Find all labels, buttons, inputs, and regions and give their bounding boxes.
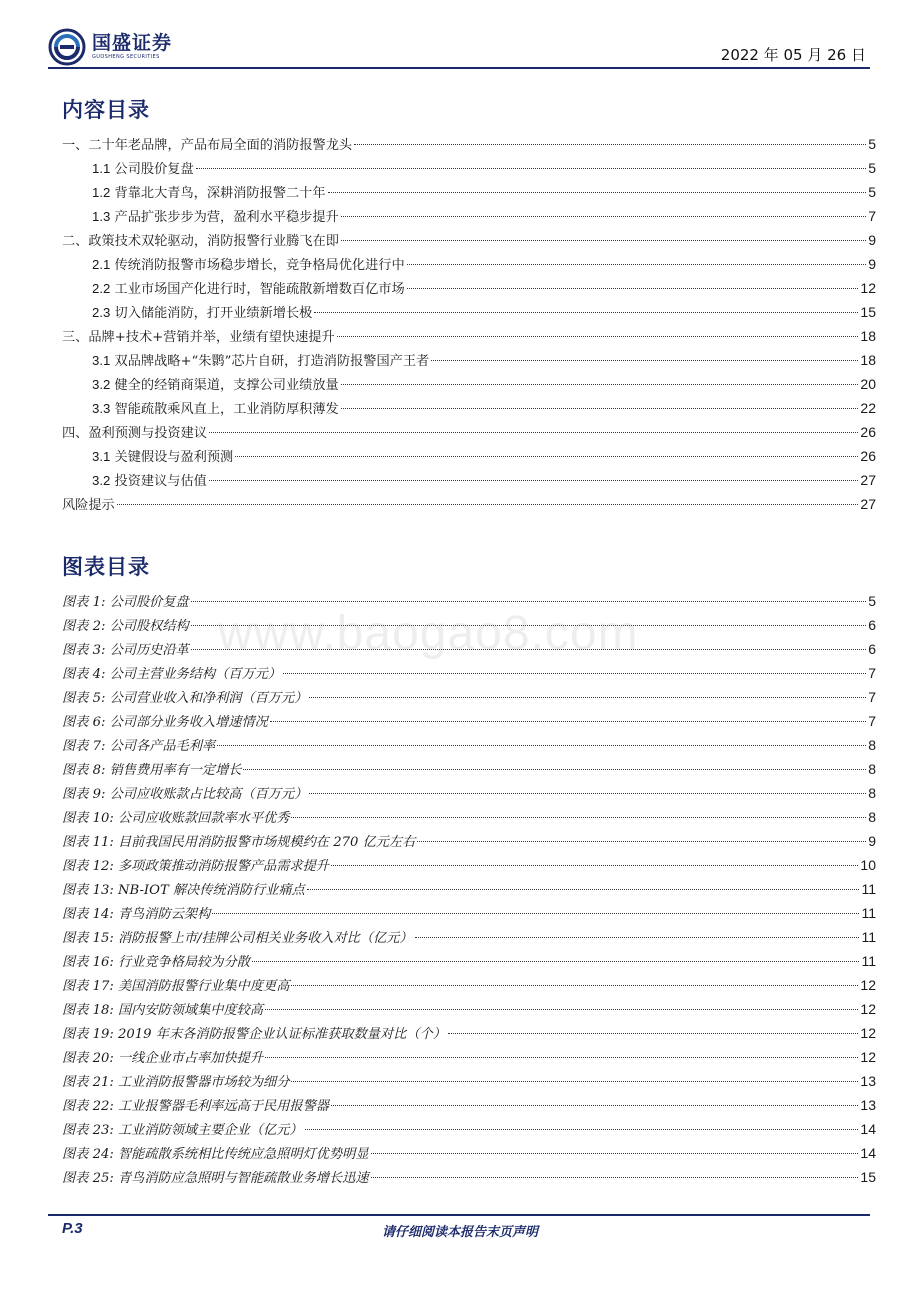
- contents-entry-text: 双品牌战略+“朱鹮”芯片自研，打造消防报警国产王者: [114, 354, 430, 369]
- figure-entry-label: 图表 15:: [62, 931, 114, 946]
- contents-entry[interactable]: [62, 180, 876, 204]
- figure-entry[interactable]: [62, 781, 876, 805]
- contents-entry-title: [92, 349, 429, 374]
- watermark: www.baogao8.com: [218, 607, 639, 660]
- contents-entry-title: [92, 301, 312, 326]
- figure-entry[interactable]: [62, 997, 876, 1021]
- figure-entry-label: 图表 10:: [62, 811, 114, 826]
- contents-entry-text: 四、盈利预测与投资建议: [62, 426, 208, 441]
- contents-entry-text: 一、二十年老品牌，产品布局全面的消防报警龙头: [62, 138, 353, 153]
- contents-title: 内容目录: [62, 97, 150, 122]
- figure-entry-text: 公司各产品毛利率: [109, 739, 216, 754]
- leader-dots: [407, 288, 859, 289]
- figure-entry[interactable]: [62, 877, 876, 901]
- leader-dots: [354, 144, 866, 145]
- figure-entry-page: 11: [861, 881, 876, 897]
- contents-entry-text: 传统消防报警市场稳步增长，竞争格局优化进行中: [114, 258, 405, 273]
- figure-entry-title: [62, 1143, 369, 1167]
- contents-entry-number: 2.3: [92, 305, 111, 320]
- contents-entry[interactable]: [62, 324, 876, 348]
- contents-entry-title: [62, 494, 115, 518]
- figure-entry[interactable]: [62, 661, 876, 685]
- contents-entry-text: 健全的经销商渠道，支撑公司业绩放量: [114, 378, 339, 393]
- header-divider: [48, 67, 870, 69]
- figure-entry-text: NB-IOT 解决传统消防行业痛点: [118, 883, 305, 898]
- figure-entry-title: [62, 759, 241, 783]
- contents-entry[interactable]: [62, 396, 876, 420]
- figure-entry-text: 多项政策推动消防报警产品需求提升: [118, 859, 329, 874]
- figure-entry-page: 11: [861, 905, 876, 921]
- figure-entry[interactable]: [62, 1021, 876, 1045]
- page-number: P.3: [62, 1220, 83, 1237]
- figure-entry-page: 11: [861, 953, 876, 969]
- contents-entry-number: 1.3: [92, 209, 111, 224]
- figure-entry-title: [62, 711, 268, 735]
- leader-dots: [337, 336, 859, 337]
- figure-entry-text: 公司营业收入和净利润（百万元）: [109, 691, 308, 706]
- leader-dots: [341, 384, 859, 385]
- figure-entry-text: 2019 年末各消防报警企业认证标准获取数量对比（个）: [118, 1027, 446, 1042]
- leader-dots: [212, 913, 859, 914]
- figure-entry-page: 15: [860, 1169, 876, 1185]
- contents-entry[interactable]: [62, 372, 876, 396]
- contents-entry-title: [92, 181, 326, 206]
- contents-entry-title: [92, 373, 339, 398]
- figure-entry-label: 图表 6:: [62, 715, 106, 730]
- figure-entry-text: 智能疏散系统相比传统应急照明灯优势明显: [118, 1147, 369, 1162]
- contents-entry-title: [92, 445, 233, 470]
- leader-dots: [309, 793, 866, 794]
- figure-entry-label: 图表 16:: [62, 955, 114, 970]
- leader-dots: [243, 769, 866, 770]
- figure-entry-label: 图表 20:: [62, 1051, 114, 1066]
- contents-entry-page: 9: [868, 256, 876, 272]
- contents-entry-number: 3.2: [92, 473, 111, 488]
- figure-entry[interactable]: [62, 613, 876, 637]
- figure-entry-text: 工业消防领域主要企业（亿元）: [118, 1123, 303, 1138]
- contents-entry-number: 2.2: [92, 281, 111, 296]
- contents-entry-page: 18: [860, 352, 876, 368]
- figure-entry-title: [62, 783, 307, 807]
- figure-entry-title: [62, 687, 307, 711]
- figure-entry-text: 青鸟消防云架构: [118, 907, 211, 922]
- figure-entry-page: 13: [860, 1097, 876, 1113]
- figure-entry-page: 10: [860, 857, 876, 873]
- figure-entry[interactable]: [62, 733, 876, 757]
- figure-entry[interactable]: [62, 829, 876, 853]
- leader-dots: [265, 1009, 858, 1010]
- leader-dots: [431, 360, 858, 361]
- contents-entry[interactable]: [62, 444, 876, 468]
- figure-entry-label: 图表 24:: [62, 1147, 114, 1162]
- figure-entry-text: 青鸟消防应急照明与智能疏散业务增长迅速: [118, 1171, 369, 1186]
- figure-entry-label: 图表 7:: [62, 739, 106, 754]
- leader-dots: [265, 1057, 858, 1058]
- leader-dots: [448, 1033, 859, 1034]
- figure-entry-label: 图表 2:: [62, 619, 106, 634]
- contents-entry[interactable]: [62, 300, 876, 324]
- leader-dots: [252, 961, 860, 962]
- contents-entry-page: 20: [860, 376, 876, 392]
- figure-entry-title: [62, 1095, 329, 1119]
- contents-entry-text: 智能疏散乘风直上，工业消防厚积薄发: [114, 402, 339, 417]
- leader-dots: [314, 312, 858, 313]
- contents-entry-title: [92, 205, 339, 230]
- figure-entry-text: 公司股权结构: [109, 619, 189, 634]
- figure-entry-page: 6: [868, 617, 876, 633]
- figure-entry-title: [62, 1167, 369, 1191]
- figure-entry-title: [62, 951, 250, 975]
- figure-entry-title: [62, 927, 413, 951]
- leader-dots: [291, 985, 858, 986]
- figure-entry-title: [62, 903, 210, 927]
- leader-dots: [371, 1153, 859, 1154]
- figure-entry-label: 图表 25:: [62, 1171, 114, 1186]
- logo-name-en: GUOSHENG SECURITIES: [92, 54, 160, 60]
- contents-entry[interactable]: [62, 492, 876, 516]
- contents-entry-text: 工业市场国产化进行时，智能疏散新增数百亿市场: [114, 282, 405, 297]
- contents-entry-page: 5: [868, 160, 876, 176]
- contents-entry[interactable]: [62, 420, 876, 444]
- contents-entry-page: 5: [868, 136, 876, 152]
- contents-entry-text: 切入储能消防，打开业绩新增长极: [114, 306, 313, 321]
- figure-entry-label: 图表 9:: [62, 787, 106, 802]
- figure-entry-title: [62, 831, 415, 855]
- figure-entry-title: [62, 975, 289, 999]
- contents-entry-page: 22: [860, 400, 876, 416]
- contents-entry[interactable]: [62, 348, 876, 372]
- figure-entry-text: 公司部分业务收入增速情况: [109, 715, 268, 730]
- figure-entry-page: 8: [868, 761, 876, 777]
- leader-dots: [328, 192, 867, 193]
- footer-divider: [48, 1214, 870, 1216]
- contents-entry-page: 18: [860, 328, 876, 344]
- figure-entry-title: [62, 735, 215, 759]
- figure-entry-label: 图表 3:: [62, 643, 106, 658]
- contents-entry-title: [92, 469, 207, 494]
- contents-entry-number: 1.2: [92, 185, 111, 200]
- figure-entry-label: 图表 22:: [62, 1099, 114, 1114]
- figure-entry-title: [62, 663, 281, 687]
- logo-mark-icon: [48, 28, 86, 66]
- contents-entry-title: [62, 230, 339, 254]
- figure-entry[interactable]: [62, 757, 876, 781]
- figure-entry-title: [62, 879, 305, 903]
- figure-entry-label: 图表 8:: [62, 763, 106, 778]
- figure-entry[interactable]: [62, 949, 876, 973]
- contents-entry-number: 3.3: [92, 401, 111, 416]
- figure-entry-title: [62, 1071, 289, 1095]
- figure-entry-page: 7: [868, 689, 876, 705]
- company-logo: [48, 28, 172, 66]
- contents-list: [62, 132, 876, 516]
- figure-entry-title: [62, 1023, 446, 1047]
- figure-entry[interactable]: [62, 1069, 876, 1093]
- contents-entry-page: 5: [868, 184, 876, 200]
- figure-entry[interactable]: [62, 709, 876, 733]
- figure-entry-title: [62, 1047, 263, 1071]
- leader-dots: [291, 817, 866, 818]
- figure-entry[interactable]: [62, 901, 876, 925]
- contents-entry-page: 26: [860, 448, 876, 464]
- leader-dots: [191, 625, 866, 626]
- contents-entry[interactable]: [62, 132, 876, 156]
- contents-entry-title: [62, 134, 352, 158]
- footer-disclaimer: 请仔细阅读本报告末页声明: [381, 1225, 538, 1240]
- figure-entry-text: 美国消防报警行业集中度更高: [118, 979, 290, 994]
- page-header: [48, 28, 870, 70]
- figure-entry-title: [62, 639, 189, 663]
- figure-entry[interactable]: [62, 853, 876, 877]
- figure-entry-page: 12: [860, 1001, 876, 1017]
- figure-entry[interactable]: [62, 1093, 876, 1117]
- figure-entry-text: 销售费用率有一定增长: [109, 763, 242, 778]
- contents-entry-title: [92, 277, 405, 302]
- figures-title: 图表目录: [62, 554, 150, 579]
- figure-entry[interactable]: [62, 1141, 876, 1165]
- leader-dots: [305, 1129, 859, 1130]
- leader-dots: [331, 1105, 858, 1106]
- figure-entry[interactable]: [62, 1165, 876, 1189]
- figure-entry-text: 公司应收账款回款率水平优秀: [118, 811, 290, 826]
- figure-entry-label: 图表 21:: [62, 1075, 114, 1090]
- figure-entry-page: 9: [868, 833, 876, 849]
- figure-entry-text: 公司股价复盘: [109, 595, 189, 610]
- leader-dots: [270, 721, 866, 722]
- figure-entry-label: 图表 14:: [62, 907, 114, 922]
- figure-entry-label: 图表 23:: [62, 1123, 114, 1138]
- contents-entry-text: 投资建议与估值: [114, 474, 207, 489]
- contents-entry-title: [92, 253, 405, 278]
- figure-entry-title: [62, 1119, 303, 1143]
- leader-dots: [191, 601, 866, 602]
- figure-entry-title: [62, 615, 189, 639]
- contents-entry-page: 9: [868, 232, 876, 248]
- contents-entry-text: 关键假设与盈利预测: [114, 450, 234, 465]
- contents-entry-page: 26: [860, 424, 876, 440]
- contents-entry-text: 公司股价复盘: [114, 162, 194, 177]
- contents-entry-number: 1.1: [92, 161, 111, 176]
- contents-entry-page: 27: [860, 472, 876, 488]
- figure-entry-text: 一线企业市占率加快提升: [118, 1051, 264, 1066]
- leader-dots: [209, 432, 858, 433]
- leader-dots: [341, 408, 859, 409]
- report-date: 2022 年 05 月 26 日: [720, 46, 866, 64]
- figure-entry[interactable]: [62, 973, 876, 997]
- leader-dots: [217, 745, 866, 746]
- contents-entry-title: [62, 422, 207, 446]
- figure-entry-text: 公司应收账款占比较高（百万元）: [109, 787, 308, 802]
- figure-entry-text: 公司历史沿革: [109, 643, 189, 658]
- contents-entry[interactable]: [62, 156, 876, 180]
- leader-dots: [291, 1081, 858, 1082]
- figure-entry-label: 图表 18:: [62, 1003, 114, 1018]
- contents-entry[interactable]: [62, 204, 876, 228]
- figure-entry-page: 8: [868, 737, 876, 753]
- figure-entry-page: 8: [868, 809, 876, 825]
- contents-entry[interactable]: [62, 276, 876, 300]
- figure-entry-page: 12: [860, 977, 876, 993]
- figures-list: [62, 589, 876, 1189]
- contents-entry-number: 3.1: [92, 449, 111, 464]
- figure-entry-page: 14: [860, 1121, 876, 1137]
- figure-entry-title: [62, 999, 263, 1023]
- leader-dots: [341, 240, 866, 241]
- contents-entry-title: [92, 397, 339, 422]
- contents-entry-number: 3.2: [92, 377, 111, 392]
- figure-entry[interactable]: [62, 1045, 876, 1069]
- figure-entry-label: 图表 12:: [62, 859, 114, 874]
- figure-entry[interactable]: [62, 685, 876, 709]
- figure-entry-label: 图表 19:: [62, 1027, 114, 1042]
- leader-dots: [417, 841, 866, 842]
- logo-name-cn: 国盛证券: [92, 32, 173, 54]
- leader-dots: [117, 504, 859, 505]
- figure-entry-label: 图表 4:: [62, 667, 106, 682]
- figure-entry-text: 国内安防领域集中度较高: [118, 1003, 264, 1018]
- leader-dots: [407, 264, 867, 265]
- figure-entry[interactable]: [62, 925, 876, 949]
- figure-entry[interactable]: [62, 805, 876, 829]
- figure-entry-text: 工业报警器毛利率远高于民用报警器: [118, 1099, 329, 1114]
- figure-entry-page: 12: [860, 1049, 876, 1065]
- figure-entry-label: 图表 17:: [62, 979, 114, 994]
- figure-entry-title: [62, 855, 329, 879]
- figure-entry[interactable]: [62, 589, 876, 613]
- figure-entry-text: 行业竞争格局较为分散: [118, 955, 250, 970]
- contents-entry-text: 二、政策技术双轮驱动，消防报警行业腾飞在即: [62, 234, 339, 249]
- figure-entry-page: 6: [868, 641, 876, 657]
- contents-entry-page: 12: [860, 280, 876, 296]
- contents-entry-number: 2.1: [92, 257, 111, 272]
- figure-entry-text: 公司主营业务结构（百万元）: [109, 667, 282, 682]
- figure-entry[interactable]: [62, 1117, 876, 1141]
- figure-entry-label: 图表 1:: [62, 595, 106, 610]
- contents-entry-title: [92, 157, 194, 182]
- contents-entry-text: 背靠北大青鸟，深耕消防报警二十年: [114, 186, 326, 201]
- leader-dots: [209, 480, 859, 481]
- contents-entry-text: 三、品牌+技术+营销并举，业绩有望快速提升: [62, 330, 335, 345]
- figure-entry-title: [62, 807, 289, 831]
- contents-entry-title: [62, 326, 335, 350]
- contents-entry-page: 15: [860, 304, 876, 320]
- leader-dots: [196, 168, 867, 169]
- figure-entry-page: 14: [860, 1145, 876, 1161]
- figure-entry[interactable]: [62, 637, 876, 661]
- figure-entry-text: 工业消防报警器市场较为细分: [118, 1075, 290, 1090]
- contents-entry-text: 风险提示: [62, 498, 115, 513]
- contents-entry-page: 7: [868, 208, 876, 224]
- leader-dots: [309, 697, 866, 698]
- leader-dots: [235, 456, 858, 457]
- figure-entry-label: 图表 13:: [62, 883, 114, 898]
- contents-entry[interactable]: [62, 468, 876, 492]
- figure-entry-label: 图表 11:: [62, 835, 114, 850]
- contents-entry-page: 27: [860, 496, 876, 512]
- leader-dots: [371, 1177, 859, 1178]
- leader-dots: [283, 673, 866, 674]
- figure-entry-page: 13: [860, 1073, 876, 1089]
- leader-dots: [307, 889, 860, 890]
- contents-entry[interactable]: [62, 228, 876, 252]
- figure-entry-page: 5: [868, 593, 876, 609]
- figure-entry-page: 7: [868, 713, 876, 729]
- figure-entry-page: 8: [868, 785, 876, 801]
- contents-entry[interactable]: [62, 252, 876, 276]
- contents-entry-text: 产品扩张步步为营，盈利水平稳步提升: [114, 210, 339, 225]
- leader-dots: [341, 216, 866, 217]
- figure-entry-page: 7: [868, 665, 876, 681]
- contents-entry-number: 3.1: [92, 353, 111, 368]
- figure-entry-page: 11: [861, 929, 876, 945]
- figure-entry-title: [62, 591, 189, 615]
- leader-dots: [191, 649, 866, 650]
- figure-entry-text: 消防报警上市/挂牌公司相关业务收入对比（亿元）: [118, 931, 413, 946]
- leader-dots: [415, 937, 860, 938]
- figure-entry-label: 图表 5:: [62, 691, 106, 706]
- leader-dots: [331, 865, 858, 866]
- figure-entry-text: 目前我国民用消防报警市场规模约在 270 亿元左右: [118, 835, 416, 850]
- figure-entry-page: 12: [860, 1025, 876, 1041]
